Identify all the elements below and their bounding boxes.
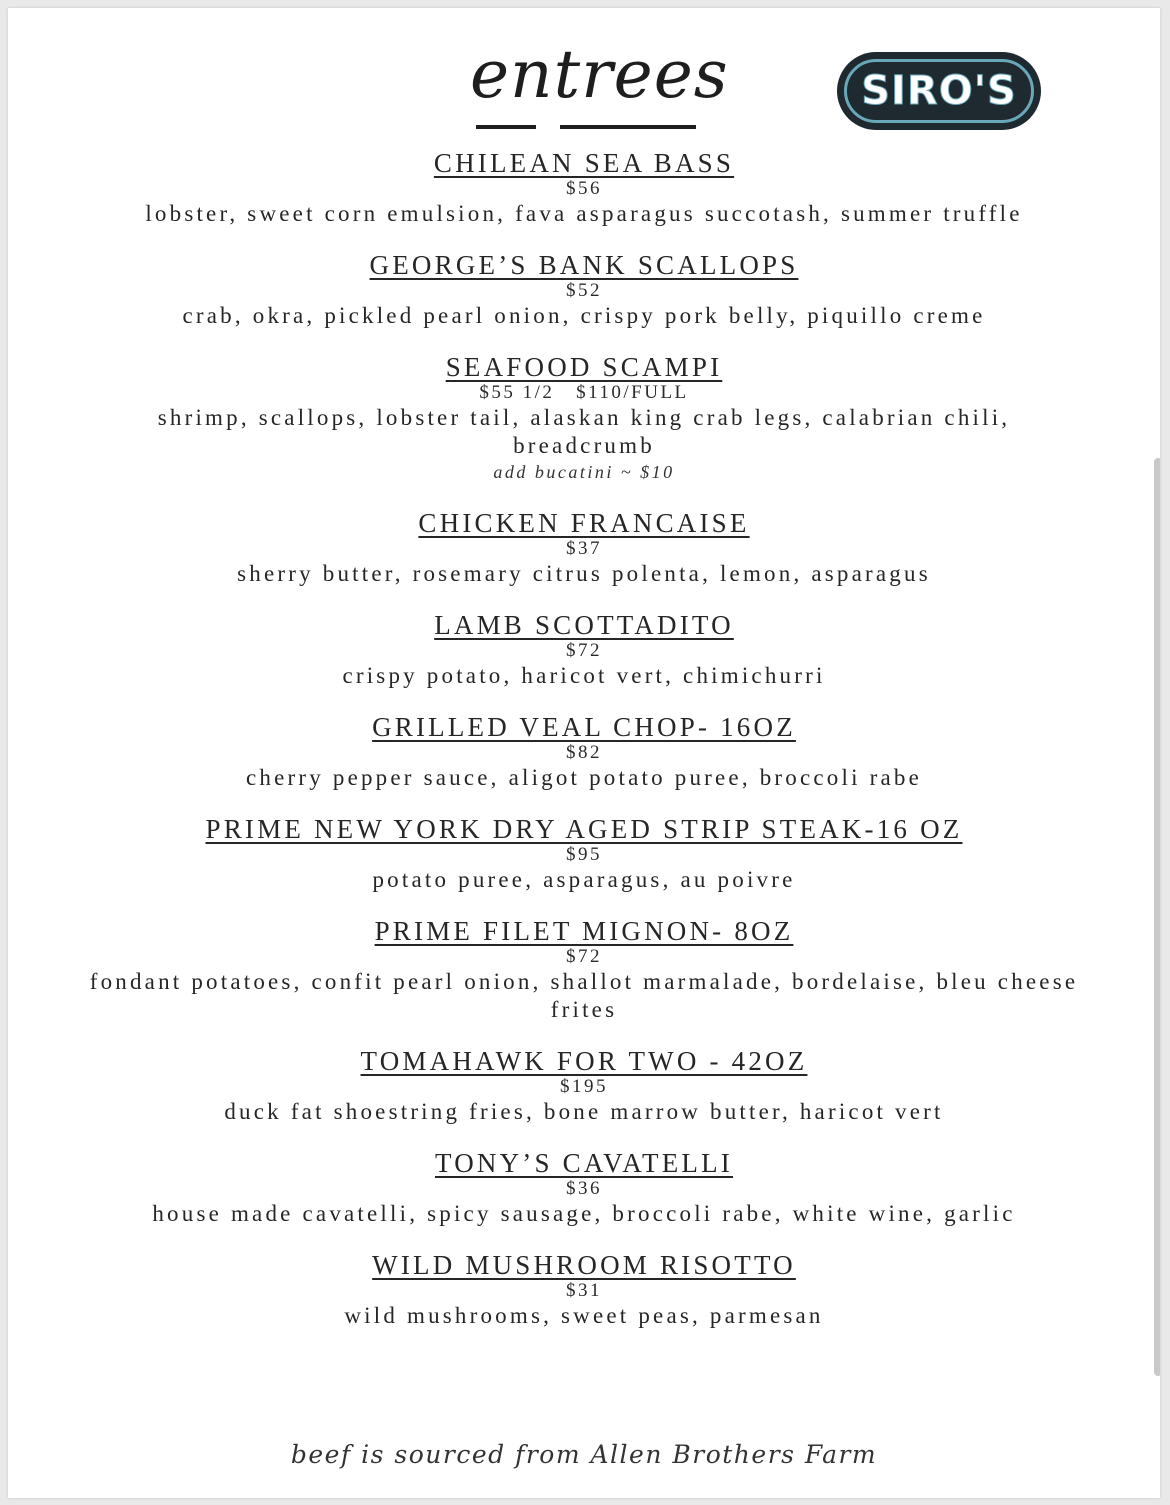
item-price: $31 — [566, 1280, 602, 1301]
item-description: lobster, sweet corn emulsion, fava asparagus succotash, summer truffle — [145, 201, 1023, 226]
item-price: $72 — [566, 640, 602, 661]
menu-item — [8, 610, 1160, 690]
item-price: $37 — [566, 538, 602, 559]
item-price: $195 — [560, 1076, 608, 1097]
menu-item — [8, 916, 1160, 1024]
item-price: $56 — [566, 178, 602, 199]
item-description: fondant potatoes, confit pearl onion, shallot marmalade, bordelaise, bleu cheese frites — [89, 969, 1079, 1022]
item-description: cherry pepper sauce, aligot potato puree, broccoli rabe — [245, 765, 922, 790]
item-price: $95 — [566, 844, 602, 865]
item-name: SEAFOOD SCAMPI — [445, 352, 723, 382]
item-description: sherry butter, rosemary citrus polenta, lemon, asparagus — [237, 561, 931, 586]
title-underline-left — [476, 125, 536, 129]
item-description: crab, okra, pickled pearl onion, crispy pork belly, piquillo creme — [182, 303, 986, 328]
item-name: PRIME FILET MIGNON- 8OZ — [374, 916, 794, 946]
item-description: potato puree, asparagus, au poivre — [372, 867, 796, 892]
item-price: $72 — [566, 946, 602, 967]
menu-item — [8, 352, 1160, 484]
item-name: GEORGE’S BANK SCALLOPS — [369, 250, 799, 280]
item-name: LAMB SCOTTADITO — [434, 610, 734, 640]
item-price: $82 — [566, 742, 602, 763]
menu-item — [8, 1148, 1160, 1228]
item-addon: add bucatini ~ $10 — [493, 462, 675, 482]
item-description: duck fat shoestring fries, bone marrow butter, haricot vert — [224, 1099, 944, 1124]
title-underline-right — [560, 125, 696, 129]
item-name: TOMAHAWK FOR TWO - 42OZ — [360, 1046, 808, 1076]
item-name: CHICKEN FRANCAISE — [418, 508, 750, 538]
menu-item — [8, 508, 1160, 588]
menu-item — [8, 148, 1160, 228]
menu-item — [8, 814, 1160, 894]
sourcing-note: beef is sourced from Allen Brothers Farm — [290, 1440, 878, 1469]
menu-item — [8, 1250, 1160, 1330]
item-name: PRIME NEW YORK DRY AGED STRIP STEAK-16 OZ — [205, 814, 963, 844]
item-description: house made cavatelli, spicy sausage, broccoli rabe, white wine, garlic — [152, 1201, 1016, 1226]
item-name: WILD MUSHROOM RISOTTO — [372, 1250, 796, 1280]
item-name: TONY’S CAVATELLI — [435, 1148, 733, 1178]
item-price: $52 — [566, 280, 602, 301]
item-price: $55 1/2 $110/FULL — [479, 382, 689, 403]
menu-item — [8, 712, 1160, 792]
item-name: CHILEAN SEA BASS — [433, 148, 735, 178]
entrees-title: entrees — [470, 36, 729, 113]
entree-list — [8, 148, 1160, 1330]
vertical-scrollbar[interactable] — [1154, 458, 1160, 1376]
item-description: shrimp, scallops, lobster tail, alaskan king crab legs, calabrian chili, breadcrumb — [157, 405, 1011, 458]
item-price: $36 — [566, 1178, 602, 1199]
item-name: GRILLED VEAL CHOP- 16OZ — [372, 712, 796, 742]
menu-item — [8, 250, 1160, 330]
item-description: wild mushrooms, sweet peas, parmesan — [344, 1303, 824, 1328]
logo-text: SIRO'S — [861, 68, 1017, 114]
menu-page — [8, 8, 1160, 1498]
item-description: crispy potato, haricot vert, chimichurri — [342, 663, 826, 688]
menu-section-title — [470, 30, 729, 140]
menu-item — [8, 1046, 1160, 1126]
siros-logo — [837, 52, 1041, 130]
